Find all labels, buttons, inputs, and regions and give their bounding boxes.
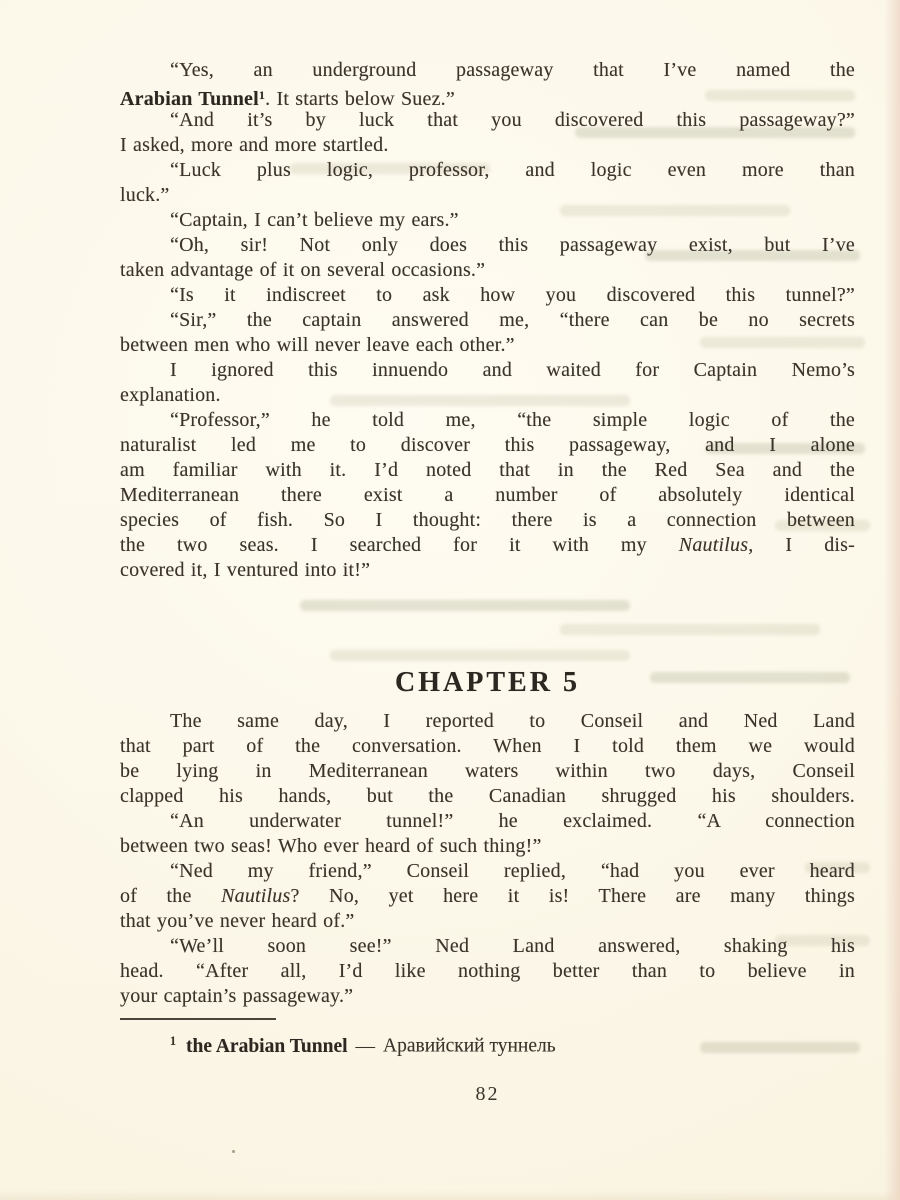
text-line: that you’ve never heard of.” <box>120 910 355 932</box>
body-text-bottom <box>120 709 855 1009</box>
text-line: “Is it indiscreet to ask how you discovered this tunnel?” <box>170 284 855 306</box>
text-line: “Luck plus logic, professor, and logic even more than <box>170 159 855 181</box>
page-number: 82 <box>475 1082 500 1105</box>
text-line: am familiar with it. I’d noted that in the Red Sea and the <box>120 459 855 481</box>
footnote <box>120 1029 855 1059</box>
text-line: of the Nautilus? No, yet here it is! There are many things <box>120 885 855 907</box>
footnote-term: the Arabian Tunnel <box>186 1035 348 1057</box>
footnote-translation: Аравийский туннель <box>383 1035 556 1057</box>
text-line: be lying in Mediterranean waters within two days, Conseil <box>120 760 855 782</box>
text-line: luck.” <box>120 184 170 206</box>
text-line: Arabian Tunnel$^1$. It starts below Suez.” <box>120 88 455 110</box>
text-line: “Professor,” he told me, “the simple logic of the <box>170 409 855 431</box>
text-line: “Oh, sir! Not only does this passageway exist, but I’ve <box>170 234 855 256</box>
text-line: your captain’s passageway.” <box>120 985 354 1007</box>
body-text-top <box>120 58 855 583</box>
text-line: between two seas! Who ever heard of such thing!” <box>120 835 542 857</box>
text-line: I asked, more and more startled. <box>120 134 389 156</box>
text-line: the two seas. I searched for it with my Nautilus, I dis- <box>120 534 855 556</box>
chapter-heading: CHAPTER 5 <box>395 667 580 698</box>
text-line: explanation. <box>120 384 221 406</box>
text-line: “And it’s by luck that you discovered this passageway?” <box>170 109 855 131</box>
scan-speck <box>232 1150 235 1153</box>
text-line: “Sir,” the captain answered me, “there can be no secrets <box>170 309 855 331</box>
footnote-dash: — <box>355 1035 376 1057</box>
text-line: species of fish. So I thought: there is a connection between <box>120 509 855 531</box>
text-line: naturalist led me to discover this passageway, and I alone <box>120 434 855 456</box>
text-line: between men who will never leave each other.” <box>120 334 515 356</box>
text-line: I ignored this innuendo and waited for Captain Nemo’s <box>170 359 855 381</box>
text-column <box>120 58 855 1107</box>
text-line: head. “After all, I’d like nothing better than to believe in <box>120 960 855 982</box>
page-edge-shadow <box>884 0 900 1200</box>
text-line: “An underwater tunnel!” he exclaimed. “A connection <box>170 810 855 832</box>
text-line: “We’ll soon see!” Ned Land answered, shaking his <box>170 935 855 957</box>
footnote-separator <box>120 1018 276 1020</box>
text-line: “Captain, I can’t believe my ears.” <box>170 209 459 231</box>
page-bottom-shadow <box>0 1190 900 1200</box>
footnote-marker: 1 <box>170 1034 177 1048</box>
text-line: Mediterranean there exist a number of absolutely identical <box>120 484 855 506</box>
text-line: “Ned my friend,” Conseil replied, “had you ever heard <box>170 860 855 882</box>
text-line: taken advantage of it on several occasions.” <box>120 259 486 281</box>
text-line: clapped his hands, but the Canadian shrugged his shoulders. <box>120 785 855 807</box>
text-line: covered it, I ventured into it!” <box>120 559 371 581</box>
text-line: that part of the conversation. When I told them we would <box>120 735 855 757</box>
text-line: The same day, I reported to Conseil and Ned Land <box>170 710 855 732</box>
text-line: “Yes, an underground passageway that I’ve named the <box>170 59 855 81</box>
